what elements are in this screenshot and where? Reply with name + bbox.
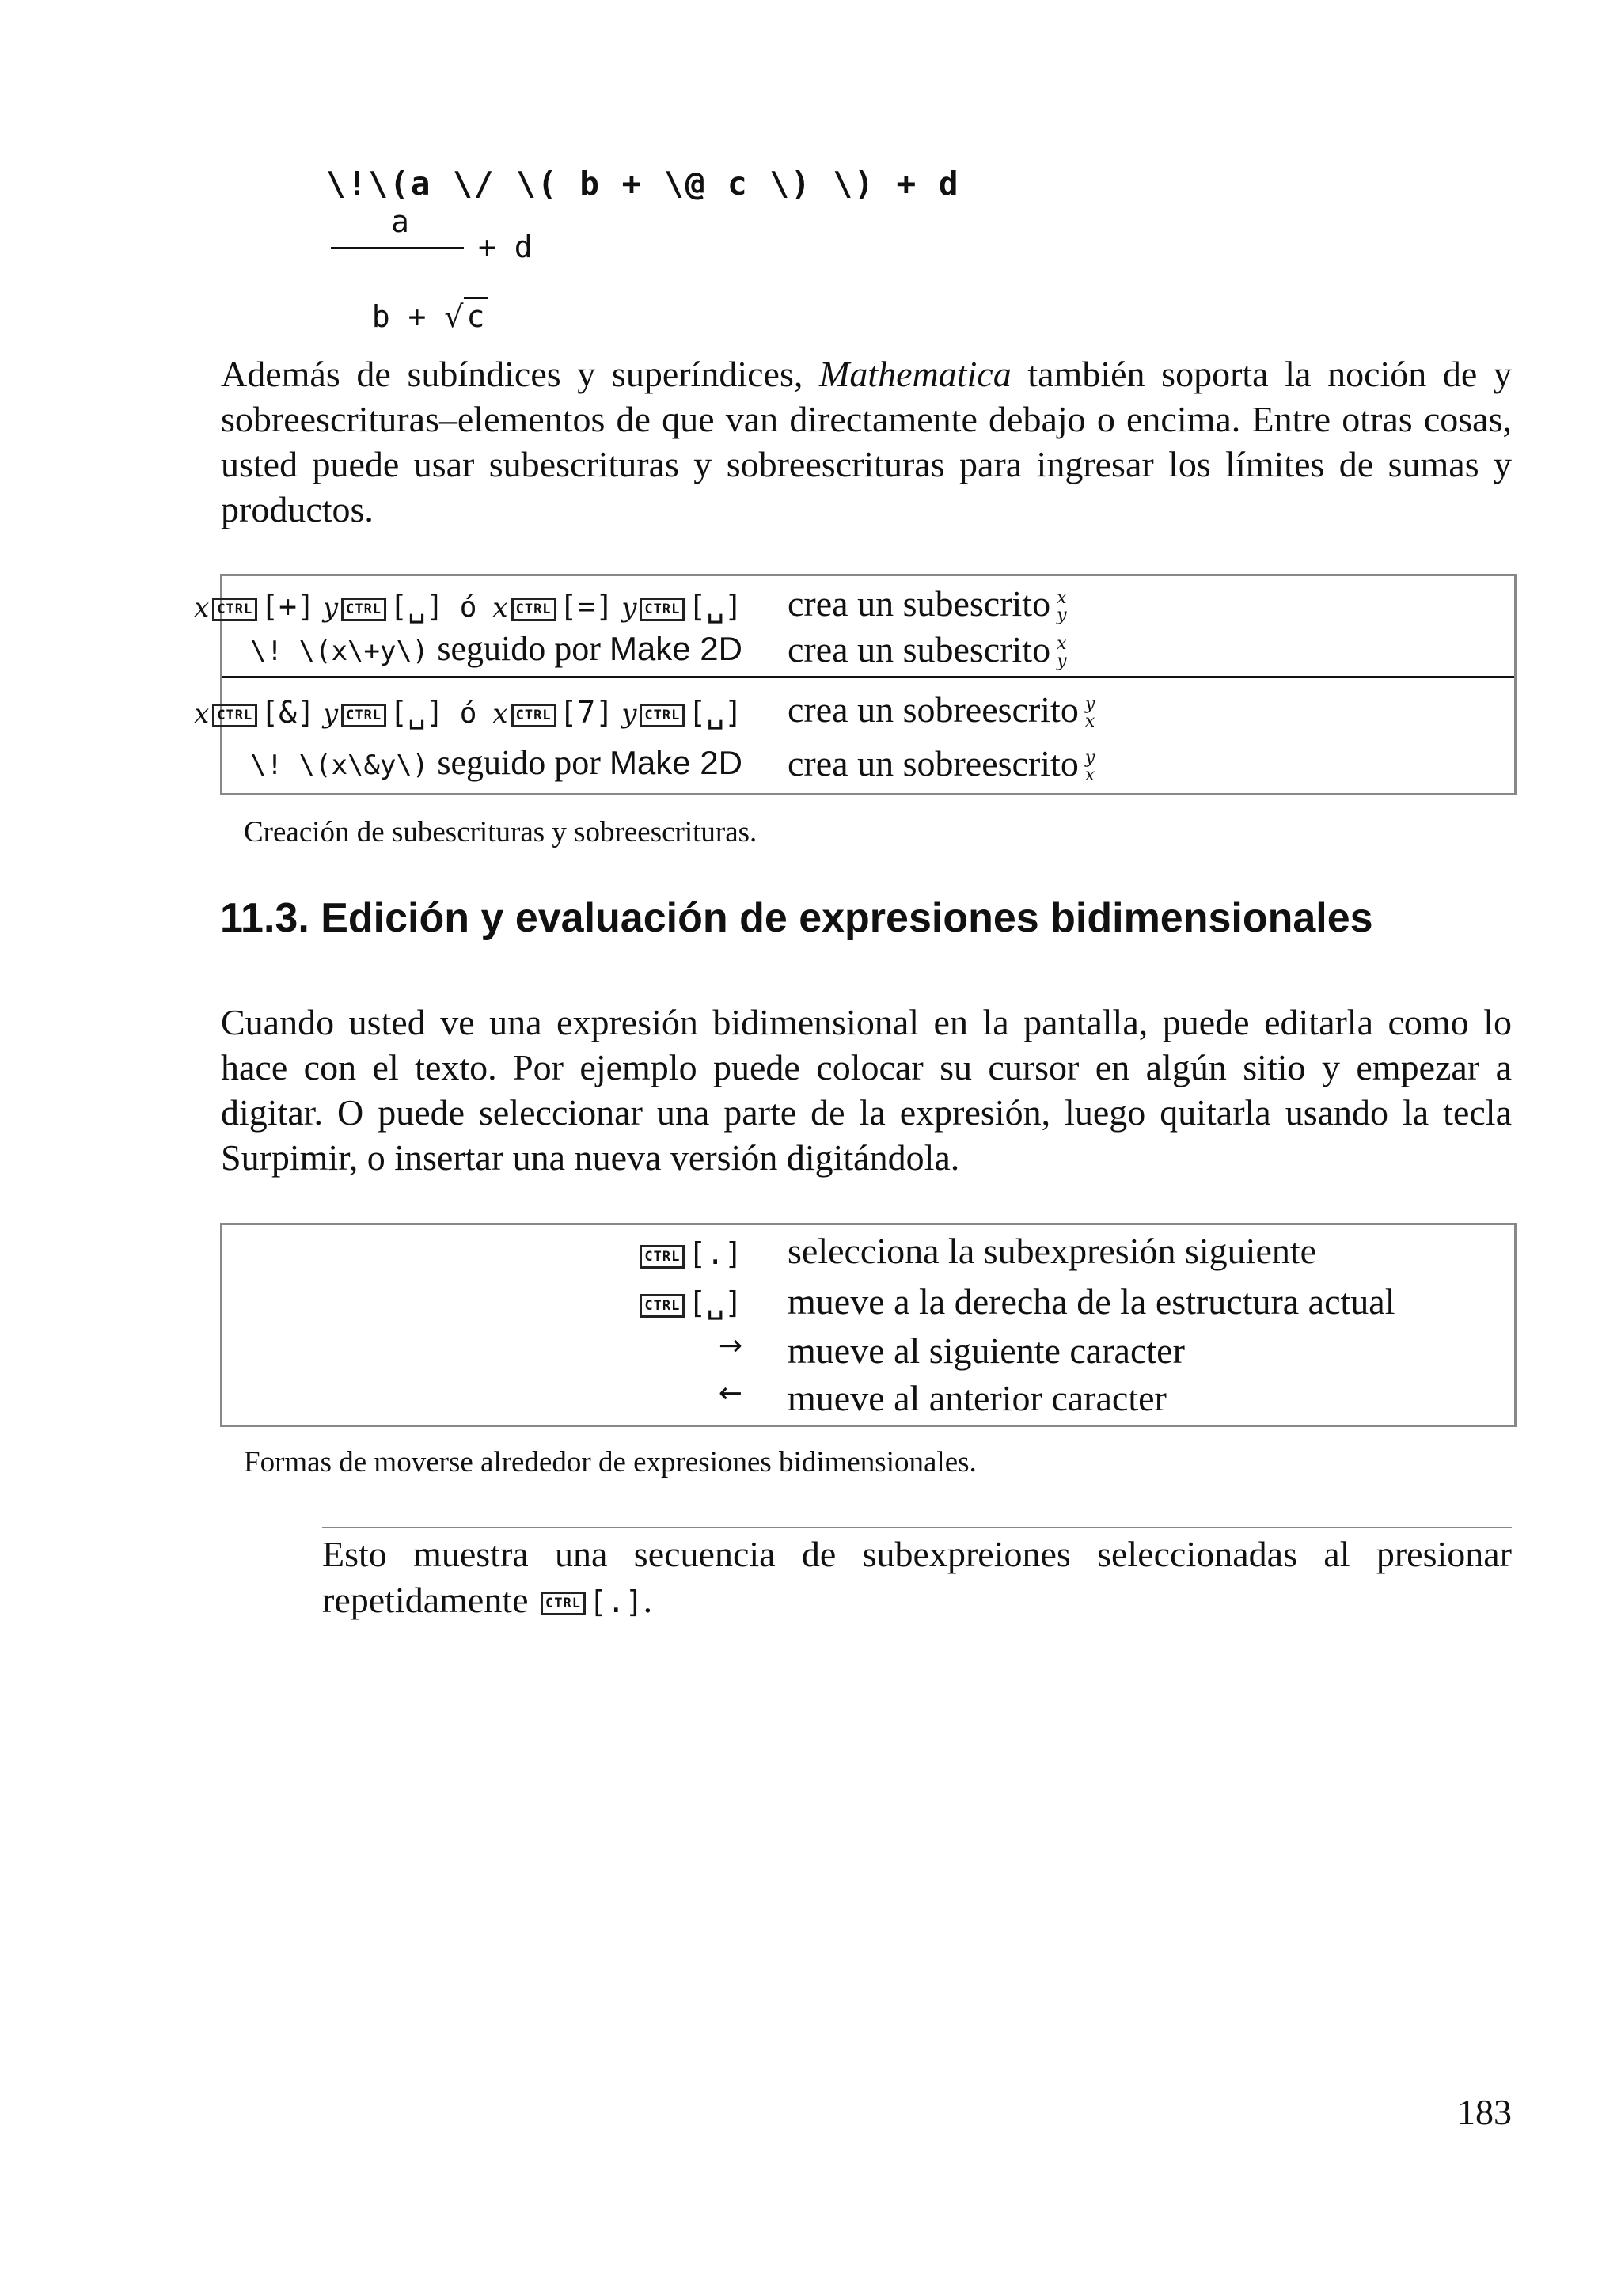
ctrl-key-icon: CTRL xyxy=(640,704,685,727)
table-row xyxy=(194,583,1514,630)
ctrl-key-icon: CTRL xyxy=(640,598,685,621)
right-arrow-icon: → xyxy=(718,1330,742,1362)
make-2d-label: Make 2D xyxy=(609,744,742,781)
description-text: crea un sobreescrito xyxy=(788,689,1079,730)
stack-top: x xyxy=(1057,588,1067,609)
fraction-denominator xyxy=(336,264,488,334)
navigation-table xyxy=(220,1223,1517,1427)
sqrt-icon: √ xyxy=(444,299,464,334)
description-text: crea un sobreescrito xyxy=(788,743,1079,784)
paragraph-2: Cuando usted ve una expresión bidimensional en la pantalla, puede editarla como lo hace con el texto. Por ejemplo puede colocar su cursor en algún sitio y empezar a digitar. O puede seleccionar una parte de la expresión, luego quitarla usando la tecla Surpimir, o insertar una nueva versión digitándola. xyxy=(221,1002,1512,1178)
subscript-example xyxy=(1057,590,1066,624)
key-space: [␣] xyxy=(688,695,742,730)
var-y: y xyxy=(322,592,339,624)
note-end: . xyxy=(643,1580,653,1620)
var-y: y xyxy=(621,592,637,624)
or-word: ó xyxy=(459,591,477,624)
key-seven: [7] xyxy=(559,695,614,730)
ctrl-key-icon: CTRL xyxy=(212,704,257,727)
var-y: y xyxy=(621,698,637,730)
stack-bottom: x xyxy=(1084,712,1095,732)
followed-text: seguido por xyxy=(428,629,609,668)
code-text: \! \(x\&y\) xyxy=(250,750,429,781)
make-2d-label: Make 2D xyxy=(609,630,742,667)
var-x: x xyxy=(194,698,210,730)
mathematica-term: Mathematica xyxy=(819,354,1012,394)
description-cell xyxy=(788,689,1095,731)
stack-top: y xyxy=(1084,694,1095,715)
var-x: x xyxy=(492,592,508,624)
followed-text: seguido por xyxy=(428,743,609,782)
stack-bottom: x xyxy=(1084,765,1095,786)
key-space: [␣] xyxy=(688,1285,742,1320)
ctrl-key-icon: CTRL xyxy=(341,598,386,621)
code-text: \! \(x\+y\) xyxy=(250,636,429,667)
var-x: x xyxy=(194,592,210,624)
note-text xyxy=(322,1531,1512,1625)
keystroke-cell xyxy=(194,587,742,624)
keystroke-cell xyxy=(250,742,742,783)
description-cell xyxy=(788,583,1067,624)
page-number: 183 xyxy=(1457,2092,1512,2132)
table-divider xyxy=(222,676,1514,678)
stack-top: y xyxy=(1084,748,1095,768)
ctrl-key-icon: CTRL xyxy=(212,598,257,621)
stack-bottom: y xyxy=(1057,605,1067,626)
description-text: crea un subescrito xyxy=(788,583,1051,624)
ctrl-key-icon: CTRL xyxy=(511,598,556,621)
fraction-bar xyxy=(331,247,464,249)
table-2-caption: Formas de moverse alrededor de expresiones bidimensionales. xyxy=(244,1446,977,1478)
overscript-example xyxy=(1085,696,1095,731)
ctrl-key-icon: CTRL xyxy=(640,1245,685,1269)
fraction-plus-d: + d xyxy=(478,230,533,264)
paragraph-1-rest: también soporta la noción de y sobreescrituras–elementos de que van directamente debajo o encima. Entre otras cosas, usted puede usar subescrituras y sobreescrituras para ingresar los límites de sumas y productos. xyxy=(221,354,1512,529)
table-row xyxy=(222,1377,1514,1425)
var-y: y xyxy=(322,698,339,730)
table-1-caption: Creación de subescrituras y sobreescrituras. xyxy=(244,816,757,848)
or-word: ó xyxy=(459,697,477,730)
note-rule xyxy=(322,1527,1512,1528)
keystroke-cell xyxy=(250,628,742,669)
table-row xyxy=(222,1230,1514,1277)
table-row xyxy=(222,627,1514,674)
denominator-text: b + xyxy=(371,299,445,334)
paragraph-1 xyxy=(221,351,1512,532)
table-row xyxy=(194,689,1514,736)
description-cell: mueve a la derecha de la estructura actual xyxy=(788,1281,1395,1322)
section-heading: 11.3. Edición y evaluación de expresiones bidimensionales xyxy=(220,895,1373,941)
var-x: x xyxy=(492,698,508,730)
key-period: [.] xyxy=(688,1236,742,1271)
overscript-example xyxy=(1085,750,1095,784)
ctrl-key-icon: CTRL xyxy=(511,704,556,727)
subscript-example xyxy=(1057,636,1066,670)
ctrl-key-icon: CTRL xyxy=(341,704,386,727)
left-arrow-icon: ← xyxy=(718,1377,742,1410)
table-row xyxy=(222,1330,1514,1377)
stack-top: x xyxy=(1057,634,1067,655)
paragraph-1-start: Además de subíndices y superíndices, xyxy=(221,354,819,394)
description-cell xyxy=(788,628,1067,670)
keystroke-cell xyxy=(636,1284,742,1321)
key-equals: [=] xyxy=(559,589,614,624)
keystroke-cell xyxy=(636,1235,742,1272)
key-ampersand: [&] xyxy=(260,695,315,730)
note-text-body: Esto muestra una secuencia de subexpreiones seleccionadas al presionar repetidamente xyxy=(322,1534,1512,1620)
code-input-line: \!\(a \/ \( b + \@ c \) \) + d xyxy=(326,165,960,203)
subscripts-table xyxy=(194,574,1517,795)
ctrl-key-icon: CTRL xyxy=(541,1592,586,1615)
description-cell: mueve al siguiente caracter xyxy=(788,1330,1185,1371)
key-plus: [+] xyxy=(260,589,315,624)
ctrl-key-icon: CTRL xyxy=(640,1294,685,1318)
key-space: [␣] xyxy=(389,695,444,730)
description-cell: mueve al anterior caracter xyxy=(788,1378,1167,1418)
keystroke-cell xyxy=(194,693,742,731)
stack-bottom: y xyxy=(1057,651,1067,672)
fraction-numerator: a xyxy=(391,204,409,239)
key-space: [␣] xyxy=(389,589,444,624)
table-row xyxy=(222,741,1514,788)
radicand: c xyxy=(464,297,488,334)
description-text: crea un subescrito xyxy=(788,629,1051,670)
key-period: [.] xyxy=(588,1584,643,1619)
table-row xyxy=(222,1281,1514,1328)
key-space: [␣] xyxy=(688,589,742,624)
description-cell: selecciona la subexpresión siguiente xyxy=(788,1231,1317,1271)
description-cell xyxy=(788,742,1095,784)
